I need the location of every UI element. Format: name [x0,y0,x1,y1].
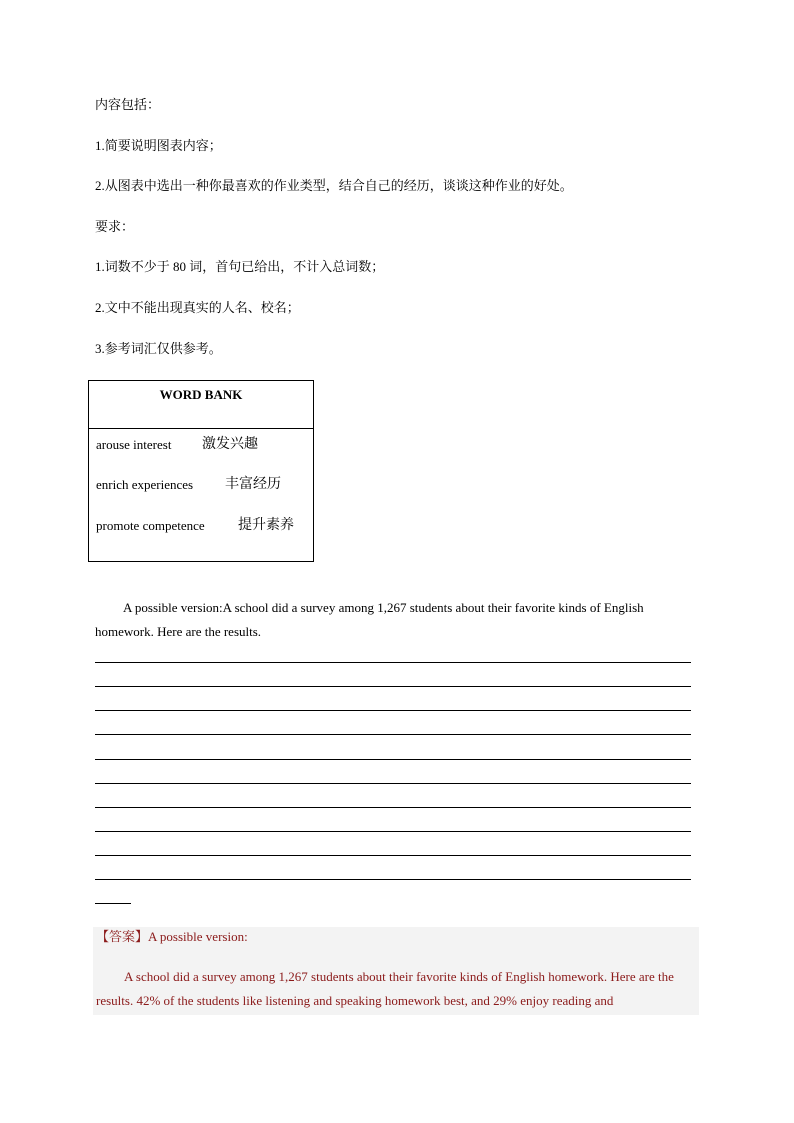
answer-section [93,927,699,1015]
requirements-heading: 要求： [95,219,135,234]
word-bank-english: enrich experiences [96,477,194,492]
prompt-paragraph: A possible version:A school did a survey among 1,267 students about their favorite kinds of English homework. Here are the results. [95,600,644,639]
answer-line [95,734,691,735]
answer-text: A school did a survey among 1,267 students about their favorite kinds of English homework. Here are the results. 42% of the students like listening and speaking homework best, and 29% enjoy reading and [96,969,674,1008]
word-bank-entry [96,437,258,453]
content-item-2: 2.从图表中选出一种你最喜欢的作业类型，结合自己的经历，谈谈这种作业的好处。 [95,178,573,193]
answer-line [95,879,691,880]
word-bank-chinese: 提升素养 [238,518,294,533]
requirement-item-2: 2.文中不能出现真实的人名、校名； [95,300,300,315]
word-bank-entry [96,518,294,534]
word-bank-chinese: 丰富经历 [225,477,281,492]
answer-line [95,783,691,784]
content-heading: 内容包括： [95,97,161,112]
requirement-item-3: 3.参考词汇仅供参考。 [95,341,222,356]
answer-line [95,710,691,711]
answer-line [95,662,691,663]
word-bank-english: arouse interest [96,437,172,452]
answer-line-short [95,903,131,904]
word-bank-title: WORD BANK [89,381,313,429]
answer-line [95,831,691,832]
word-bank-entry [96,477,281,493]
word-bank-chinese: 激发兴趣 [202,437,258,452]
answer-line [95,807,691,808]
answer-heading [96,928,248,946]
word-bank-table [88,380,314,562]
answer-label: A possible version: [148,929,248,944]
answer-line [95,855,691,856]
requirement-item-1: 1.词数不少于 80 词，首句已给出，不计入总词数； [95,259,385,274]
answer-tag: 【答案】 [96,929,149,944]
answer-line [95,686,691,687]
content-item-1: 1.简要说明图表内容； [95,138,222,153]
word-bank-english: promote competence [96,518,205,533]
answer-line [95,759,691,760]
